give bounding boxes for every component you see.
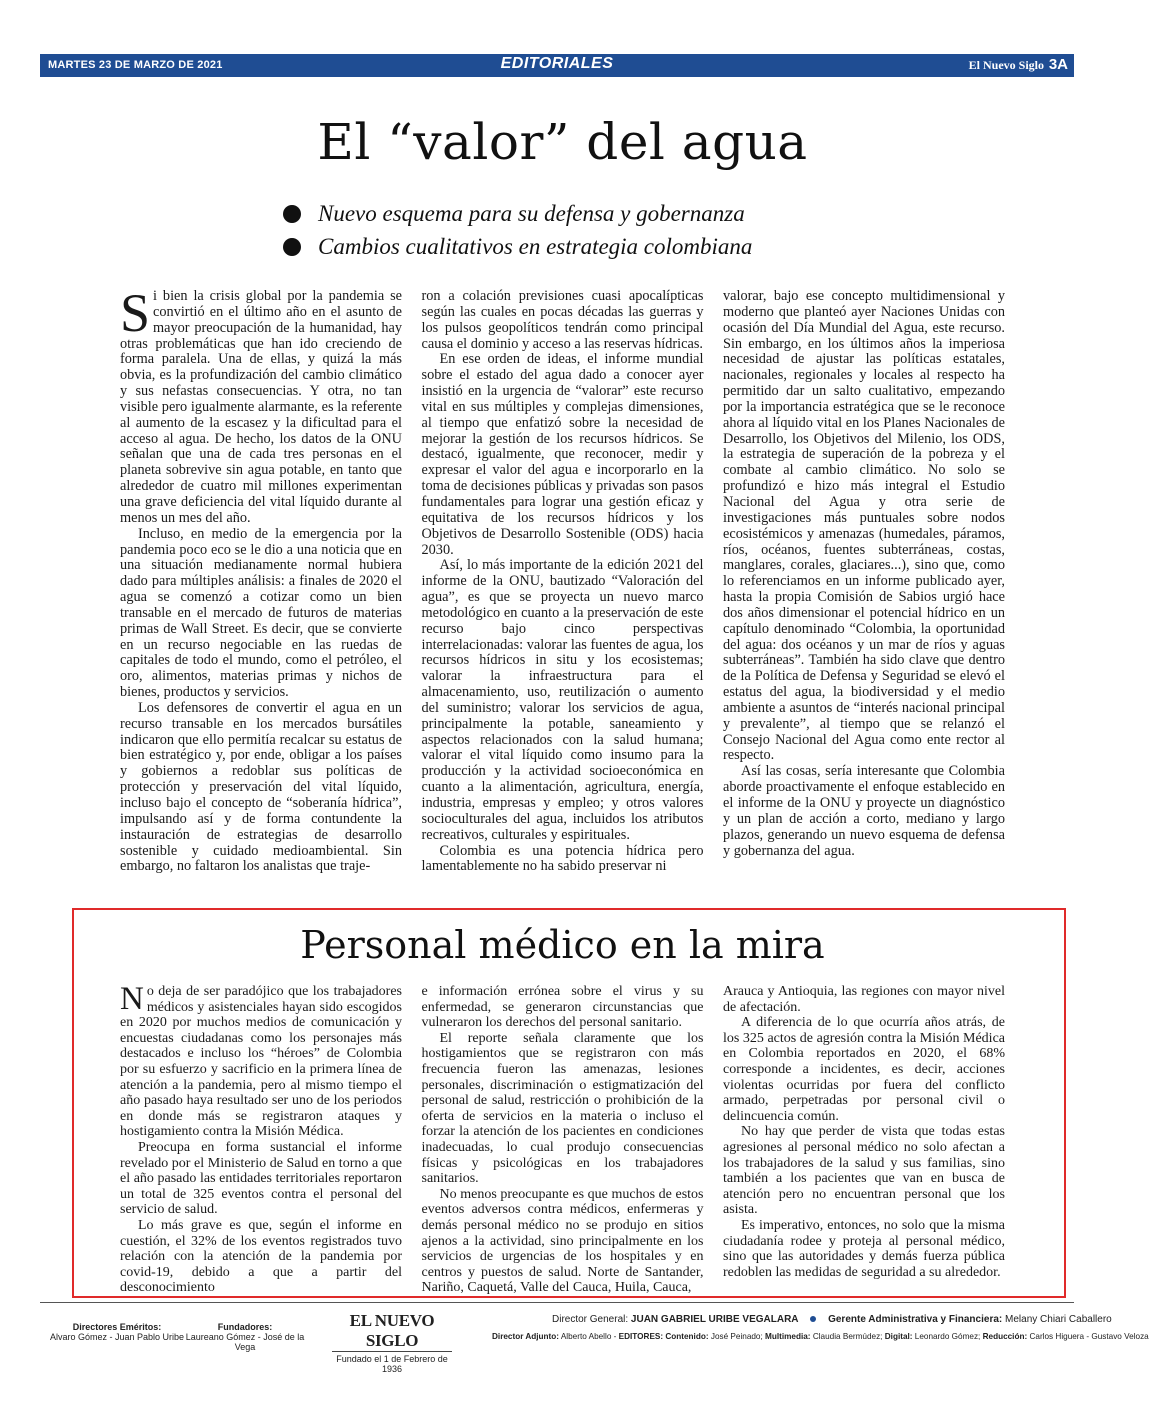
article-column-2: [422, 289, 704, 909]
paragraph: El reporte señala claramente que los hostigamientos que se registraron con más frecuencia fueron las amenazas, lesiones personales, discriminación o estigmatización del personal de salud, restricción o prohibición de la oferta de servicios en la materia o incluso el forzar la atención de los pacientes en condiciones inadecuadas, lo cual produjo consecuencias físicas y psicológicas en los trabajadores sanitarios.: [421, 1030, 704, 1187]
paragraph: A diferencia de lo que ocurría años atrás, de los 325 actos de agresión contra la Misión Médica en Colombia reportados en 2020, el 68% corresponde a incidentes, es decir, acciones violentas ocurridas por fuera del conflicto armado, perpetradas por personal civil o delincuencia común.: [723, 1015, 1005, 1124]
paragraph: No deja de ser paradójico que los trabajadores médicos y asistenciales hayan sido escogidos en 2020 por muchos medios de comunicación y encuestas ciudadanas como los personajes más destacados e incluso los “héroes” de Colombia por su esfuerzo y sacrificio en la primera línea de atención a la pandemia, pero al mismo tiempo el año pasado haya resultado ser uno de los periodos en donde más se registraron ataques y hostigamiento contra la Misión Médica.: [120, 981, 402, 1140]
paragraph: ron a colación previsiones cuasi apocalípticas según las cuales en pocas décadas las guerras y los pulsos geopolíticos tendrán como principal causa el dominio y acceso a las reservas hídricas.: [421, 288, 704, 352]
page-header-bar: [40, 54, 1074, 77]
masthead-name: El Nuevo Siglo: [968, 58, 1044, 72]
footer-directors: Director General: JUAN GABRIEL URIBE VEGALARA Gerente Administrativa y Financiera: Melany Chiari Caballero: [552, 1314, 1112, 1325]
paragraph: Los defensores de convertir el agua en un recurso transable en los mercados bursátiles indicaron que ello permitía recalcar su estatus de bien estratégico y, por ende, obligar a los países y gobiernos a redoblar sus políticas de protección y preservación del vital líquido, incluso bajo el concepto de “soberanía hídrica”, impulsando así y de forma contundente la instauración de estrategias de desarrollo sostenible y cuidado medioambiental. Sin embargo, no faltaron los analistas que traje-: [120, 699, 402, 875]
article-column-2: [421, 984, 704, 1296]
bullet-icon: [283, 238, 301, 256]
paragraph: No hay que perder de vista que todas estas agresiones al personal médico no solo afectan a los trabajadores de la salud y sus familias, sino también a los pacientes que van en busca de atención pero no encuentran personal que los asista.: [723, 1124, 1005, 1218]
editorial-2-body: [120, 981, 1005, 1296]
editorial-1-title: El “valor” del agua: [317, 113, 808, 171]
paragraph: Si bien la crisis global por la pandemia se convirtió en el último año en el asunto de mayor preocupación de la humanidad, hay otras problemáticas que han ido creciendo de forma paralela. Una de ellas, y quizá la más obvia, es la profundización del cambio climático y sus nefastas consecuencias. Y otra, no tan visible pero igualmente alarmante, es la referente al aumento de la escasez y la dificultad para el acceso al agua. De hecho, los datos de la ONU señalan que una de cada tres personas en el planeta sobrevive sin agua potable, en tanto que alrededor de cuatro mil millones experimentan una grave deficiencia del vital líquido durante al menos un mes del año.: [120, 283, 402, 526]
paragraph: Es imperativo, entonces, no solo que la misma ciudadanía rodee y proteja al personal médico, sino que las autoridades y demás fuerza pública redoblen las medidas de seguridad a su alrededor.: [723, 1217, 1005, 1280]
issue-date: MARTES 23 DE MARZO DE 2021: [48, 59, 223, 71]
footer-fundadores: Fundadores: Laureano Gómez - José de la Vega: [185, 1322, 305, 1352]
subtitle-line: [283, 197, 752, 230]
article-column-1: [120, 283, 402, 909]
bullet-icon: [283, 205, 301, 223]
article-column-3: [723, 289, 1005, 909]
paragraph: No menos preocupante es que muchos de estos eventos adversos contra médicos, enfermeras y demás personal médico no se produjo en sitios ajenos a la actividad, sino principalmente en los servicios de urgencias de los hospitales y en centros y puestos de salud. Norte de Santander, Nariño, Caquetá, Valle del Cauca, Huila, Cauca,: [421, 1186, 704, 1296]
section-title: EDITORIALES: [500, 55, 614, 72]
article-column-1: [120, 981, 402, 1296]
drop-cap: N: [120, 981, 144, 1017]
editorial-1-body: [120, 283, 1005, 909]
paragraph: Colombia es una potencia hídrica pero lamentablemente no ha sabido preservar ni: [421, 842, 704, 875]
page-number: 3A: [1048, 56, 1068, 73]
footer-emeritos: Directores Eméritos: Alvaro Gómez - Juan Pablo Uribe: [49, 1322, 185, 1342]
editorial-1-subtitles: [283, 197, 752, 263]
separator-dot-icon: [810, 1316, 816, 1322]
paragraph: Preocupa en forma sustancial el informe revelado por el Ministerio de Salud en torno a que el año pasado las entidades territoriales reportaron un total de 325 eventos contra el personal del servicio de salud.: [120, 1139, 402, 1218]
subtitle-text: Nuevo esquema para su defensa y gobernanza: [318, 200, 745, 226]
drop-cap: S: [120, 283, 151, 343]
paragraph: Arauca y Antioquia, las regiones con mayor nivel de afectación.: [723, 984, 1005, 1015]
editorial-2-title: Personal médico en la mira: [300, 923, 825, 967]
paragraph: valorar, bajo ese concepto multidimensional y moderno que planteó ayer Naciones Unidas con ocasión del Día Mundial del Agua, este recurso. Sin embargo, en los últimos años la imperiosa necesidad de ajustar las políticas estatales, nacionales, regionales y locales al respecto ha permitido dar un salto cualitativo, empezando por la importancia estratégica que se le reconoce ahora al líquido vital en los Planes Nacionales de Desarrollo, los Objetivos del Milenio, los ODS, la estrategia de superación de la pobreza y el combate al cambio climático. No solo se profundizó e hizo más integral el Estudio Nacional del Agua y otra serie de investigaciones más puntuales sobre nodos ecosistémicos y amenazas (humedales, páramos, ríos, océanos, fuentes subterráneas, costas, manglares, corales, glaciares...), sino que, como lo referenciamos en un informe publicado ayer, hasta la propia Comisión de Sabios urgió hace dos años dimensionar el potencial hídrico en un capítulo denominado “Colombia, la oportunidad del agua: dos océanos y un mar de ríos y aguas subterráneas”. También ha sido clave que dentro de la Política de Defensa y Seguridad se elevó el estatus del agua, la biodiversidad y el medio ambiente a asuntos de “interés nacional principal y prevalente”, al tiempo que se relanzó el Consejo Nacional del Agua como ente rector al respecto.: [723, 288, 1005, 764]
article-column-3: [723, 984, 1005, 1284]
paragraph: Incluso, en medio de la emergencia por la pandemia poco eco se le dio a una noticia que en una situación medianamente normal hubiera dado para múltiples análisis: a finales de 2020 el agua se comenzó a cotizar como un bien transable en el mercado de futuros de materias primas de Wall Street. Es decir, que se convierte en un recurso negociable en las ruedas de capitales de todo el mundo, como el petróleo, el oro, alimentos, materias primas y nichos de bienes, productos y servicios.: [120, 525, 402, 701]
footer-logo: EL NUEVO SIGLO Fundado el 1 de Febrero de 1936: [329, 1311, 455, 1374]
paragraph: e información errónea sobre el virus y su enfermedad, se generaron circunstancias que vulneraron los derechos del personal sanitario.: [421, 984, 704, 1031]
subtitle-text: Cambios cualitativos en estrategia colombiana: [318, 233, 753, 259]
footer-credits: Director Adjunto: Alberto Abello - EDITORES: Contenido: José Peinado; Multimedia: Claudia Bermúdez; Digital: Leonardo Gómez; Reducción: Carlos Higuera - Gustavo Veloza: [492, 1332, 1149, 1341]
paragraph: Así, lo más importante de la edición 2021 del informe de la ONU, bautizado “Valoración del agua”, es que se proyecta un nuevo marco metodológico en cuanto a la preservación de este recurso bajo cinco perspectivas interrelacionadas: valorar las fuentes de agua, los recursos hídricos in situ y los ecosistemas; valorar la infraestructura para el almacenamiento, uso, reutilización o aumento del suministro; valorar los servicios de agua, principalmente la potable, saneamiento y aspectos relacionados con la salud humana; valorar el vital líquido como insumo para la producción y la actividad socioeconómica en cuanto a la alimentación, agricultura, energía, industria, empresas y empleo; y otros valores socioculturales del agua, incluidos los atributos recreativos, culturales y espirituales.: [421, 557, 704, 843]
paragraph: Así las cosas, sería interesante que Colombia aborde proactivamente el enfoque establecido en el informe de la ONU y proyecte un diagnóstico y un plan de acción a corto, mediano y largo plazos, generando un nuevo esquema de defensa y gobernanza del agua.: [723, 763, 1005, 859]
paragraph: En ese orden de ideas, el informe mundial sobre el estado del agua dado a conocer ayer insistió en la urgencia de “valorar” este recurso vital en sus múltiples y complejas dimensiones, al tiempo que enfatizó sobre la necesidad de mejorar la gestión de los recursos hídricos. Se destacó, igualmente, que reconocer, medir y expresar el valor del agua e incorporarlo en la toma de decisiones públicas y privadas son pasos fundamentales para lograr una gestión eficaz y equitativa de los recursos hídricos y los Objetivos de Desarrollo Sostenible (ODS) hacia 2030.: [421, 351, 704, 558]
subtitle-line: [283, 230, 752, 263]
footer-divider: [40, 1302, 1074, 1303]
paragraph: Lo más grave es que, según el informe en cuestión, el 32% de los eventos registrados tuvo relación con la atención de la pandemia por covid-19, debido a que a partir del desconocimiento: [120, 1217, 402, 1296]
